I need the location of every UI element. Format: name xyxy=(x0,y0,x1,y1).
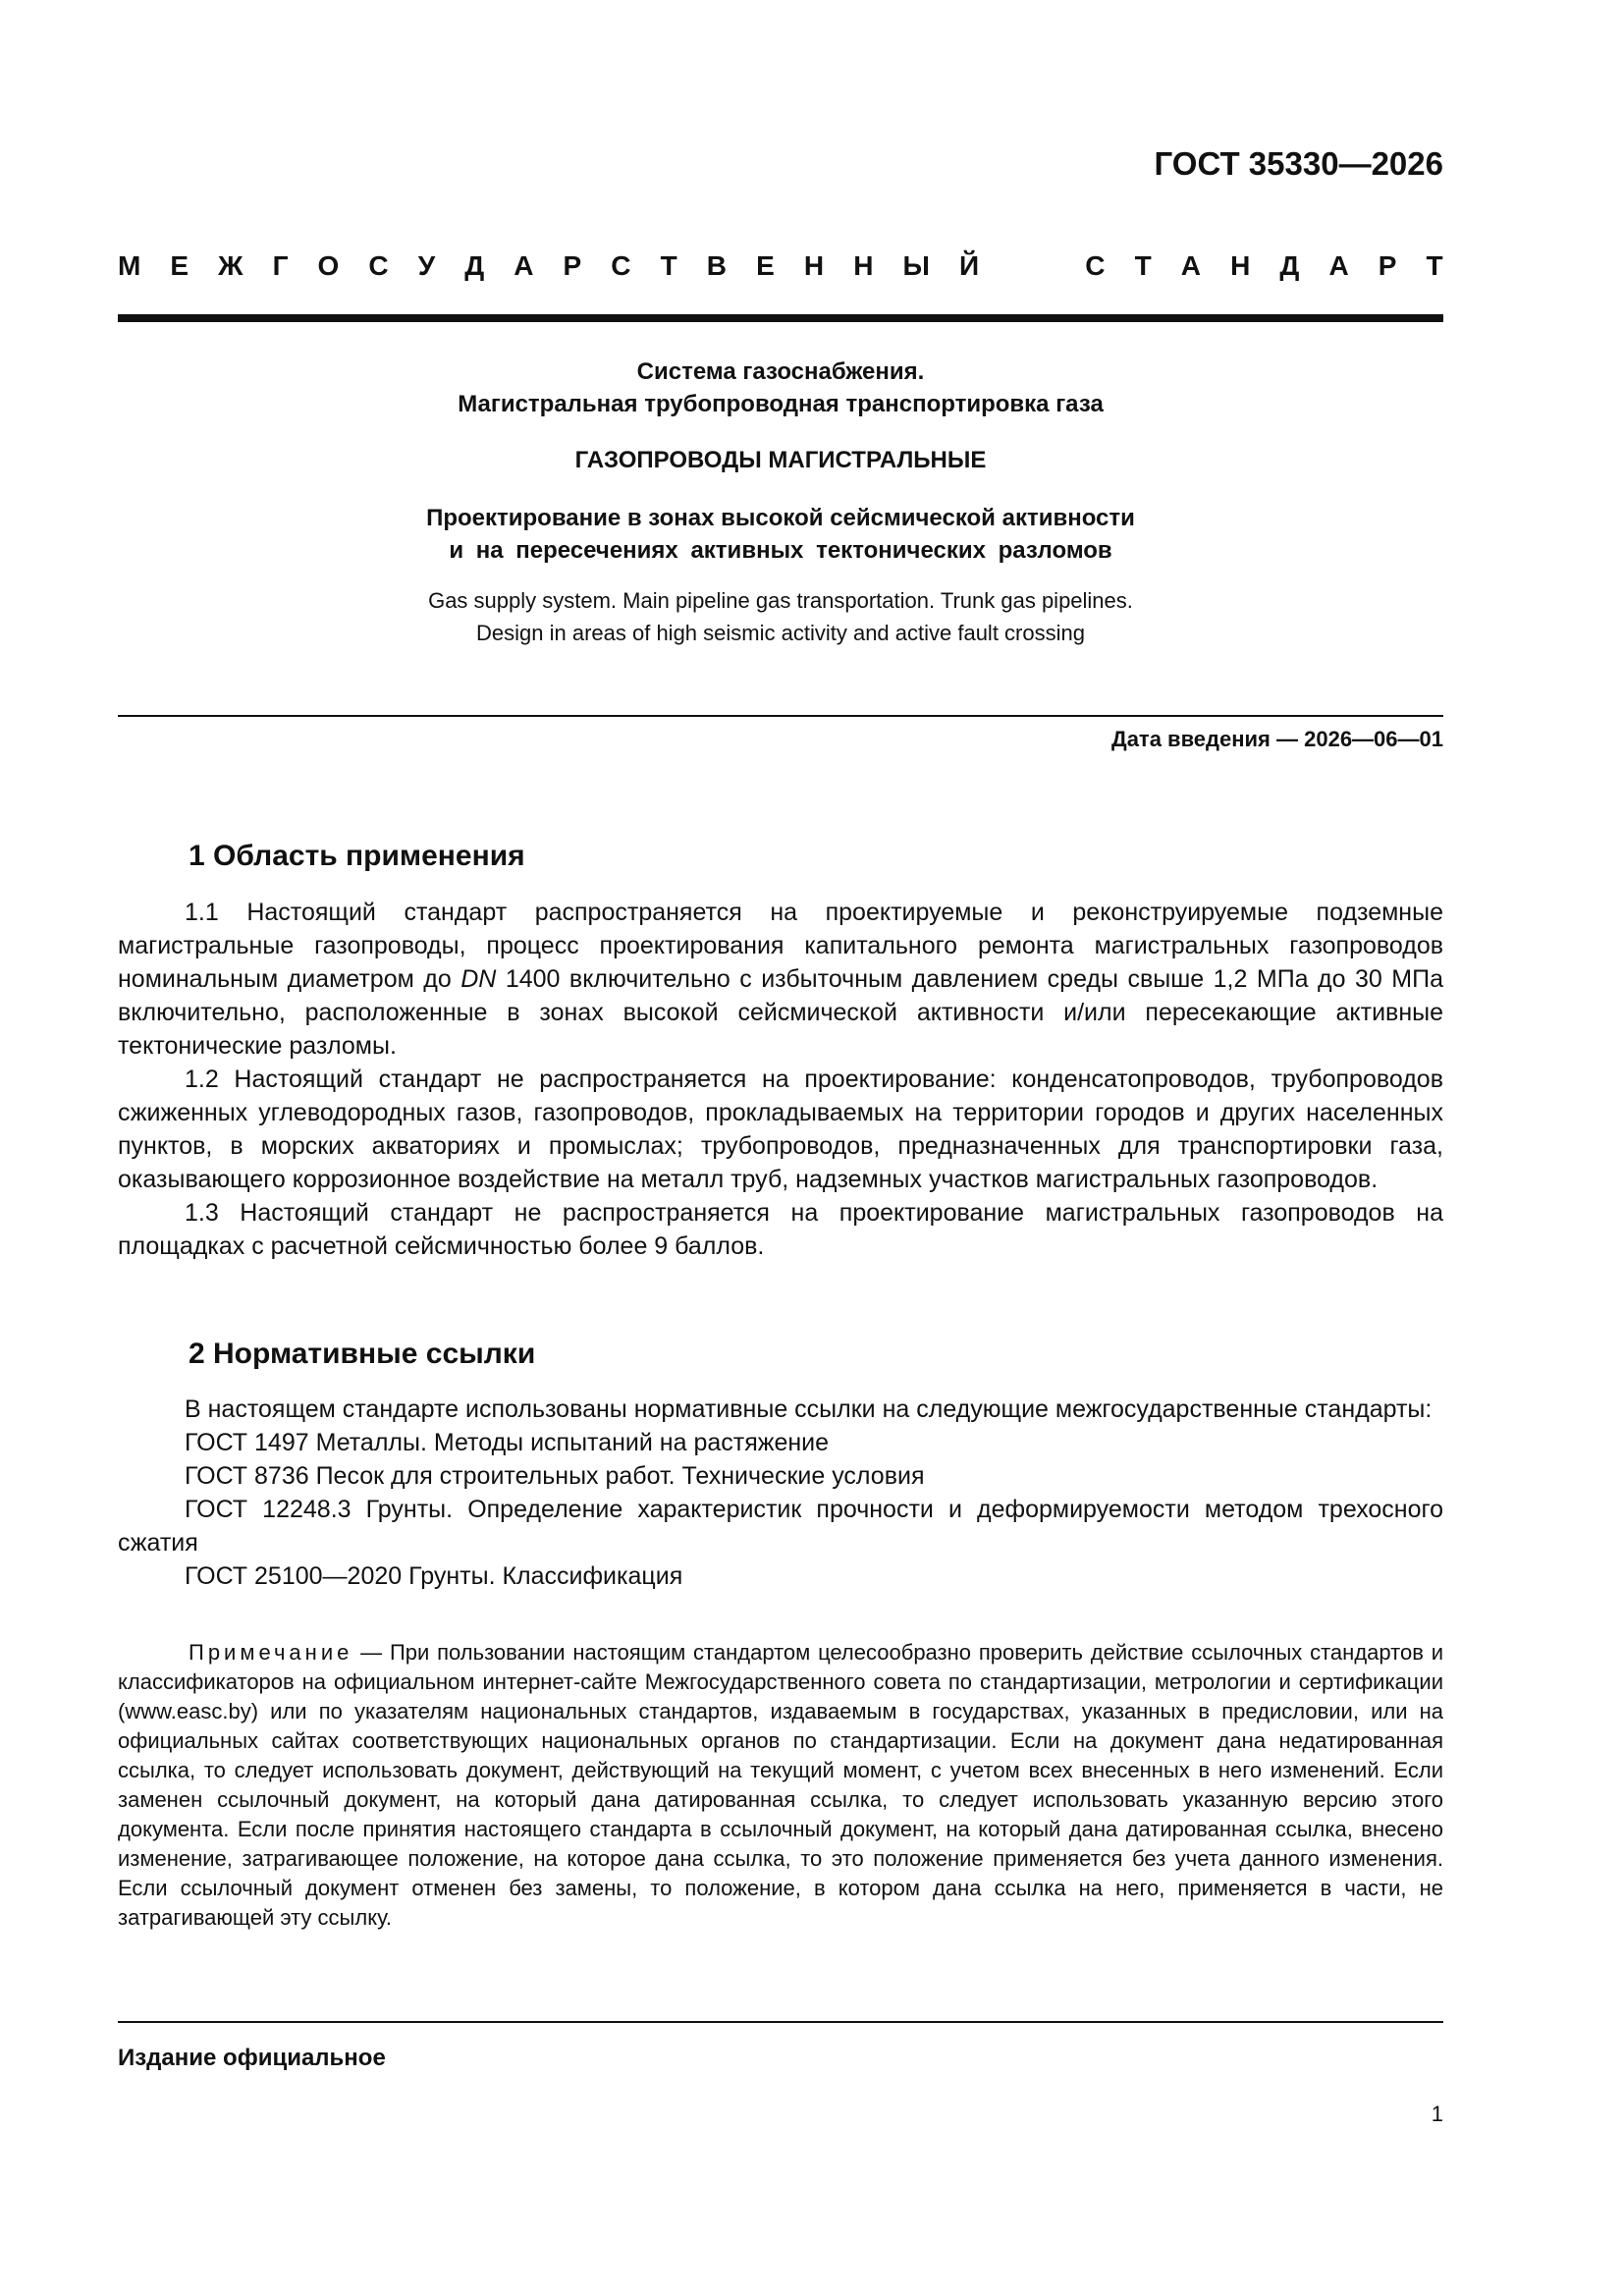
note xyxy=(118,1638,1443,1933)
letter: О xyxy=(317,250,340,281)
letter: В xyxy=(706,250,728,281)
english-line-1: Gas supply system. Main pipeline gas transportation. Trunk gas pipelines. xyxy=(428,588,1133,613)
note-text: — При пользовании настоящим стандартом целесообразно проверить действие ссылочных стандартов и классификаторов на официальном интернет-сайте Межгосударственного совета по стандартизации, метрологии и сертификации (www.easc.by) или по указателям национальных стандартов, издаваемым в государствах, указанных в предисловии, или на официальных сайтах соответствующих национальных органов по стандартизации. Если на документ дана недатированная ссылка, то следует использовать документ, действующий на текущий момент, с учетом всех внесенных в него изменений. Если заменен ссылочный документ, на который дана датированная ссылка, то следует использовать указанную версию этого документа. Если после принятия настоящего стандарта в ссылочный документ, на который дана датированная ссылка, внесено изменение, затрагивающее положение, на которое дана ссылка, то это положение применяется без учета данного изменения. Если ссылочный документ отменен без замены, то положение, в котором дана ссылка на него, применяется в части, не затрагивающей эту ссылку. xyxy=(118,1640,1443,1930)
reference-item: ГОСТ 8736 Песок для строительных работ. Технические условия xyxy=(185,1462,925,1490)
paragraph-1-1 xyxy=(118,896,1443,1063)
title-block xyxy=(118,355,1443,649)
letter: Т xyxy=(1426,250,1443,281)
section-2-body xyxy=(118,1393,1443,1593)
reference-item: ГОСТ 25100—2020 Грунты. Классификация xyxy=(185,1562,683,1590)
letter: С xyxy=(611,250,631,281)
english-line-2: Design in areas of high seismic activity and active fault crossing xyxy=(476,621,1085,645)
subtitle-line-2: и на пересечениях активных тектонических разломов xyxy=(449,537,1112,564)
letter: Е xyxy=(756,250,775,281)
letter: Г xyxy=(272,250,289,281)
letter: А xyxy=(514,250,534,281)
paragraph-text: 1400 включительно с избыточным давлением среды свыше 1,2 МПа до 30 МПа включительно, расположенные в зонах высокой сейсмической активности и/или пересекающие активные тектонические разломы. xyxy=(118,965,1443,1060)
letter: Р xyxy=(563,250,582,281)
letter: Т xyxy=(660,250,677,281)
letter: Е xyxy=(170,250,189,281)
title-system xyxy=(118,355,1443,420)
letter: А xyxy=(1328,250,1349,281)
standard-type-heading xyxy=(118,250,1443,282)
header-divider xyxy=(118,314,1443,322)
letter: У xyxy=(417,250,436,281)
footer-divider xyxy=(118,2021,1443,2023)
paragraph-text: 1.1 Настоящий стандарт распространяется на проектируемые и реконструируемые подземные магистральные газопроводы, процесс проектирования капитального ремонта магистральных газопроводов номинальным диаметром до xyxy=(118,899,1443,993)
letter: Т xyxy=(1134,250,1152,281)
letter: А xyxy=(1180,250,1202,281)
letter: С xyxy=(368,250,389,281)
letter: Р xyxy=(1378,250,1397,281)
introduction-date: Дата введения — 2026—06—01 xyxy=(1111,727,1443,751)
letter: Й xyxy=(959,250,980,281)
letter: Д xyxy=(1279,250,1300,281)
references-intro: В настоящем стандарте использованы нормативные ссылки на следующие межгосударственные стандарты: xyxy=(185,1395,1433,1423)
official-edition-label: Издание официальное xyxy=(118,2045,386,2071)
letter: Д xyxy=(464,250,485,281)
section-1-heading: 1 Область применения xyxy=(189,840,525,872)
page-number: 1 xyxy=(1431,2102,1443,2126)
document-number: ГОСТ 35330—2026 xyxy=(1154,145,1443,182)
title-english xyxy=(118,584,1443,649)
letter: Н xyxy=(803,250,825,281)
reference-item: ГОСТ 12248.3 Грунты. Определение характеристик прочности и деформируемости методом трехосного сжатия xyxy=(118,1496,1443,1557)
reference-item: ГОСТ 1497 Металлы. Методы испытаний на растяжение xyxy=(185,1429,830,1456)
subtitle-line-1: Проектирование в зонах высокой сейсмической активности xyxy=(426,505,1135,531)
letter: М xyxy=(118,250,141,281)
paragraph-1-3: 1.3 Настоящий стандарт не распространяется на проектирование магистральных газопроводов на площадках с расчетной сейсмичностью более 9 баллов. xyxy=(118,1199,1443,1260)
letter: С xyxy=(1085,250,1106,281)
letter: Ы xyxy=(902,250,930,281)
letter: Н xyxy=(1230,250,1251,281)
letter: Н xyxy=(853,250,874,281)
title-line-2: Магистральная трубопроводная транспортировка газа xyxy=(458,391,1104,417)
section-2-heading: 2 Нормативные ссылки xyxy=(189,1338,536,1370)
word-gap xyxy=(1008,250,1055,282)
title-divider xyxy=(118,715,1443,717)
letter: Ж xyxy=(218,250,243,281)
note-label: Примечание xyxy=(189,1640,353,1665)
document-page xyxy=(118,0,1443,2296)
title-line-1: Система газоснабжения. xyxy=(636,358,925,385)
title-subtitle xyxy=(118,502,1443,567)
title-main: ГАЗОПРОВОДЫ МАГИСТРАЛЬНЫЕ xyxy=(574,447,987,473)
section-1-body xyxy=(118,896,1443,1263)
dn-symbol: DN xyxy=(460,965,497,993)
paragraph-1-2: 1.2 Настоящий стандарт не распространяется на проектирование: конденсатопроводов, трубопроводов сжиженных углеводородных газов, газопроводов, прокладываемых на территории городов и других населенных пунктов, в морских акваториях и промыслах; трубопроводов, предназначенных для транспортировки газа, оказывающего коррозионное воздействие на металл труб, надземных участков магистральных газопроводов. xyxy=(118,1066,1443,1193)
